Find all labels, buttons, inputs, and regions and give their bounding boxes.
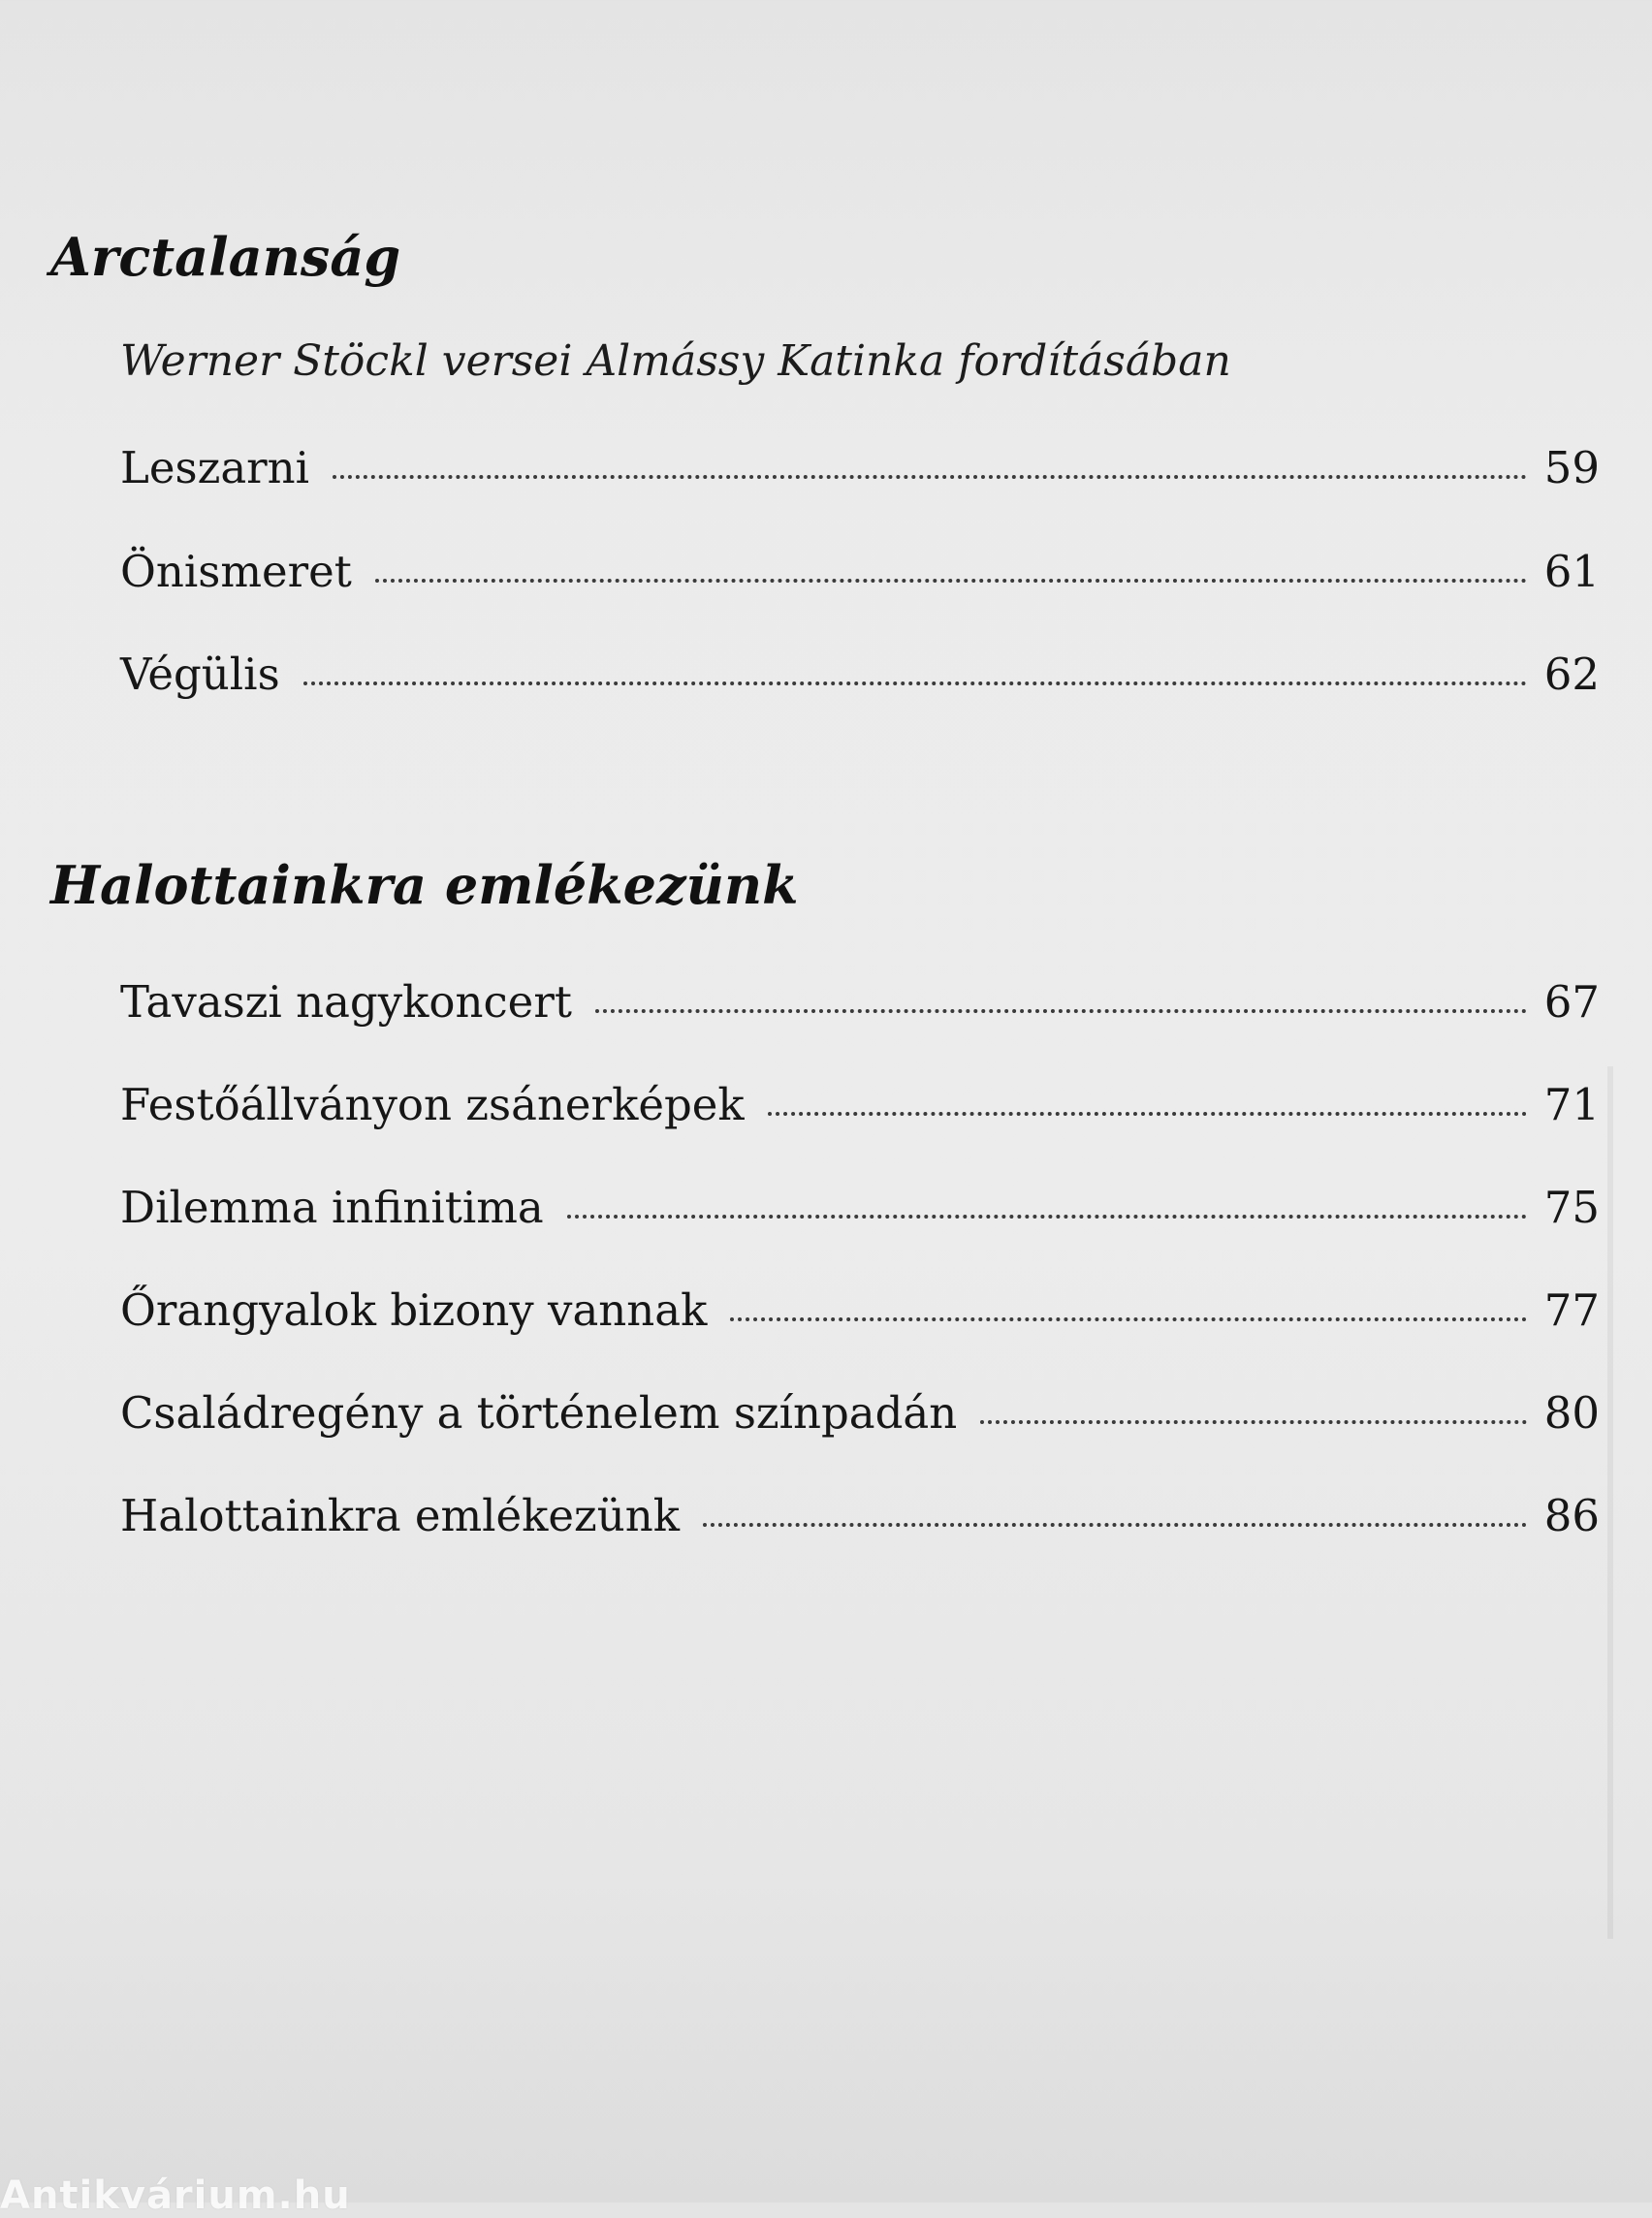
section-title-arctalansag: Arctalanság (50, 226, 401, 288)
toc-entry-orangyalok[interactable] (120, 1284, 1600, 1336)
toc-entry-title: Leszarni (120, 442, 310, 493)
toc-entry-title: Önismeret (120, 546, 352, 597)
toc-page-number: 67 (1543, 976, 1600, 1028)
toc-entry-title: Családregény a történelem színpadán (120, 1387, 958, 1439)
toc-entry-leszarni[interactable] (120, 442, 1600, 493)
dot-leader (375, 579, 1527, 583)
dot-leader (567, 1215, 1527, 1219)
toc-entry-title: Dilemma infinitima (120, 1182, 544, 1233)
toc-entry-festoallvanyon[interactable] (120, 1079, 1600, 1130)
dot-leader (303, 681, 1527, 685)
toc-entry-title: Őrangyalok bizony vannak (120, 1284, 708, 1336)
dot-leader (980, 1420, 1526, 1424)
dot-leader (333, 475, 1527, 479)
toc-page-number: 80 (1543, 1387, 1600, 1439)
toc-page-number: 62 (1543, 649, 1600, 700)
toc-entry-dilemma-infinitima[interactable] (120, 1182, 1600, 1233)
toc-entry-title: Festőállványon zsánerképek (120, 1079, 745, 1130)
toc-page-number: 59 (1543, 442, 1600, 493)
dot-leader (595, 1009, 1527, 1013)
toc-entry-title: Tavaszi nagykoncert (120, 976, 572, 1028)
section-subtitle: Werner Stöckl versei Almássy Katinka fordításában (120, 336, 1231, 386)
toc-entry-title: Végülis (120, 649, 280, 700)
toc-page-number: 77 (1543, 1284, 1600, 1336)
toc-page-number: 61 (1543, 546, 1600, 597)
toc-entry-title: Halottainkra emlékezünk (120, 1490, 681, 1541)
toc-page-number: 71 (1543, 1079, 1600, 1130)
dot-leader (730, 1317, 1526, 1321)
toc-page-number: 75 (1543, 1182, 1600, 1233)
toc-entry-csaladregeny[interactable] (120, 1387, 1600, 1439)
toc-entry-vegulis[interactable] (120, 649, 1600, 700)
watermark-logo: Antikvárium.hu (0, 2173, 351, 2218)
section-title-halottainkra: Halottainkra emlékezünk (50, 854, 799, 916)
dot-leader (768, 1112, 1527, 1116)
dot-leader (703, 1523, 1527, 1527)
toc-entry-halottainkra-emlekezunk[interactable] (120, 1490, 1600, 1541)
toc-entry-onismeret[interactable] (120, 546, 1600, 597)
toc-page-number: 86 (1543, 1490, 1600, 1541)
toc-entry-tavaszi-nagykoncert[interactable] (120, 976, 1600, 1028)
